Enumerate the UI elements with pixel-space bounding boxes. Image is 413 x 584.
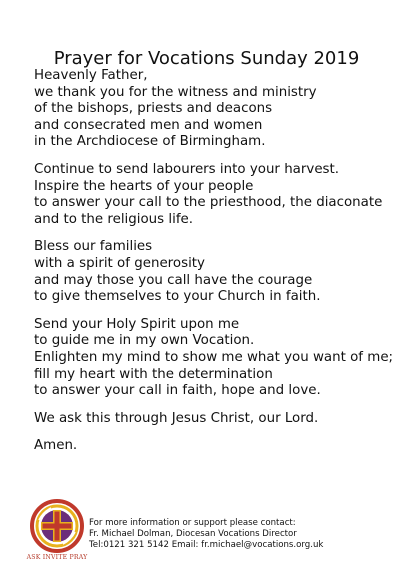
prayer-line: Enlighten my mind to show me what you want of me; xyxy=(34,349,394,365)
prayer-line: Send your Holy Spirit upon me xyxy=(34,316,240,332)
stanza-6 xyxy=(34,438,406,455)
logo-caption: ASK INVITE PRAY xyxy=(26,554,88,561)
prayer-line: Continue to send labourers into your harvest. xyxy=(34,161,340,177)
prayer-line: Heavenly Father, xyxy=(34,68,148,83)
prayer-line: Amen. xyxy=(34,438,78,454)
contact-info xyxy=(89,518,409,551)
footer xyxy=(26,498,405,568)
prayer-line: we thank you for the witness and ministry xyxy=(34,84,317,100)
prayer-line: fill my heart with the determination xyxy=(34,366,273,382)
stanza-3 xyxy=(34,239,406,305)
prayer-line: to give themselves to your Church in faith. xyxy=(34,289,321,305)
page-title: Prayer for Vocations Sunday 2019 xyxy=(53,48,360,70)
stanza-1 xyxy=(34,68,406,151)
prayer-body xyxy=(34,68,406,466)
prayer-line: and consecrated men and women xyxy=(34,117,263,133)
stanza-2 xyxy=(34,162,406,228)
contact-heading: For more information or support please contact: xyxy=(89,518,296,528)
stanza-5 xyxy=(34,411,406,428)
prayer-line: to answer your call in faith, hope and love. xyxy=(34,383,321,399)
prayer-line: Inspire the hearts of your people xyxy=(34,178,254,194)
prayer-line: Bless our families xyxy=(34,239,153,255)
prayer-line: of the bishops, priests and deacons xyxy=(34,101,273,117)
contact-phone-email: Tel:0121 321 5142 Email: fr.michael@vocations.org.uk xyxy=(89,540,324,550)
prayer-line: We ask this through Jesus Christ, our Lord. xyxy=(34,410,319,426)
prayer-line: to guide me in my own Vocation. xyxy=(34,333,255,349)
contact-name: Fr. Michael Dolman, Diocesan Vocations Director xyxy=(89,529,297,539)
vocations-cross-logo-icon xyxy=(29,498,85,554)
prayer-line: in the Archdiocese of Birmingham. xyxy=(34,134,266,150)
prayer-line: to answer your call to the priesthood, the diaconate xyxy=(34,195,383,211)
vocations-logo xyxy=(26,498,88,568)
prayer-line: and to the religious life. xyxy=(34,211,194,227)
prayer-line: with a spirit of generosity xyxy=(34,255,205,271)
prayer-line: and may those you call have the courage xyxy=(34,272,313,288)
stanza-4 xyxy=(34,317,406,400)
